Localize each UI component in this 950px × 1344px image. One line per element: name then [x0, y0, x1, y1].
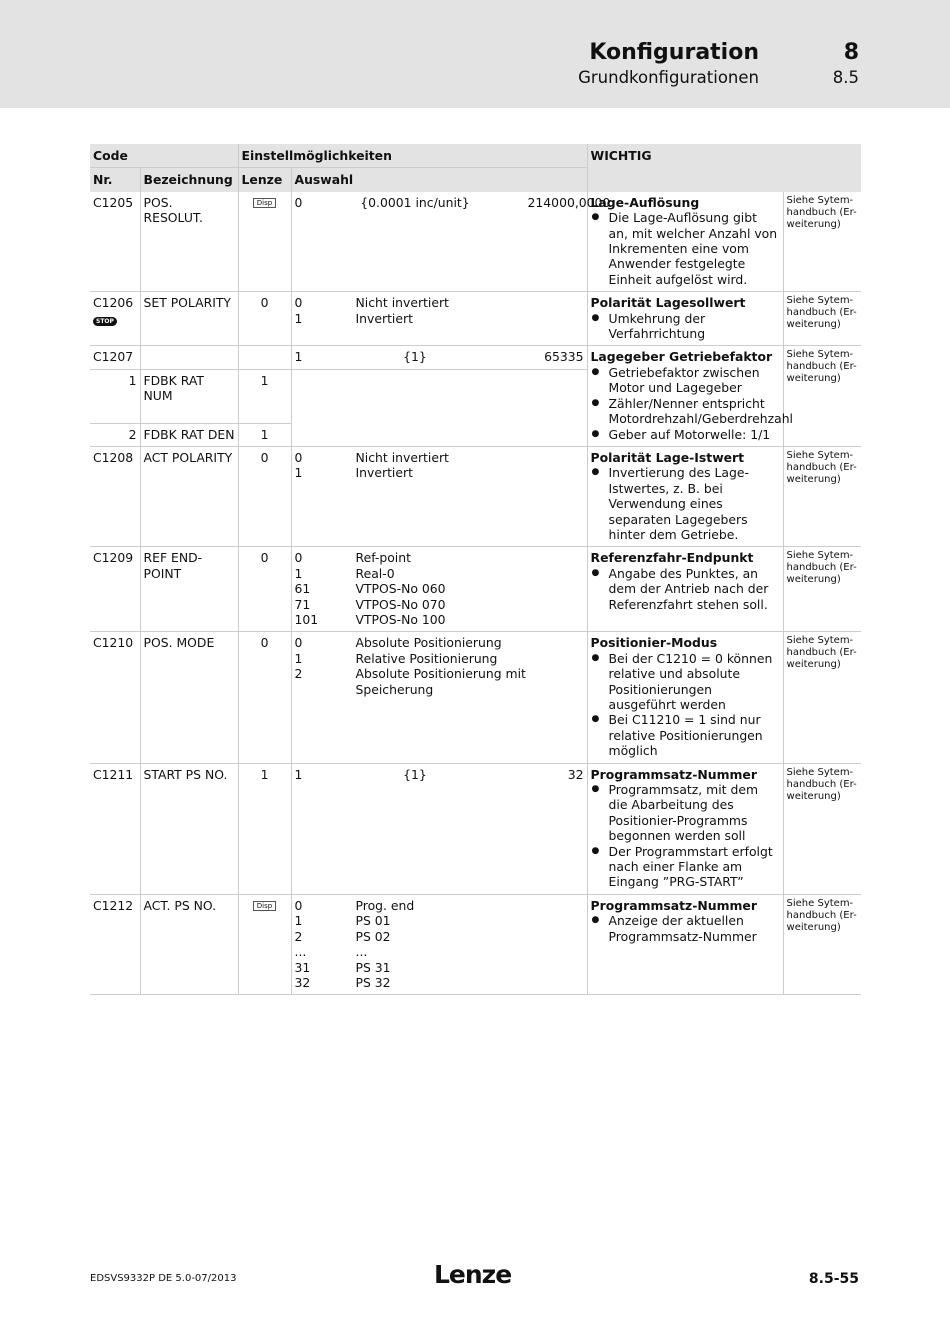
table-row [90, 346, 861, 369]
range-max: 32 [567, 766, 584, 782]
range-step: {1} [403, 349, 427, 365]
important-title: Programmsatz-Nummer [590, 897, 757, 913]
option-row [295, 929, 584, 944]
option-text: Ref-point [355, 550, 411, 566]
important-title: Polarität Lage-Istwert [590, 449, 745, 465]
option-row [295, 581, 584, 596]
th-name: Bezeichnung [140, 168, 238, 192]
option-row [295, 465, 584, 480]
option-row [295, 295, 584, 310]
option-text: PS 02 [355, 928, 391, 944]
th-lenze: Lenze [238, 168, 291, 192]
header-band [0, 0, 950, 108]
name-cell: START PS NO. [140, 763, 238, 894]
th-important: WICHTIG [587, 144, 861, 192]
option-value: 1 [294, 465, 303, 481]
code-cell: C1211 [90, 763, 140, 894]
option-row [295, 898, 584, 913]
lenze-cell: 1 [238, 423, 291, 446]
section-number: 8.5 [832, 68, 859, 87]
important-title: Lage-Auflösung [590, 194, 700, 210]
disp-icon: Disp [253, 198, 276, 208]
lenze-logo: Lenze [434, 1260, 512, 1289]
option-value: 1 [294, 913, 303, 929]
option-text: Invertiert [355, 465, 413, 481]
range-min: 0 [294, 194, 303, 210]
table-row [90, 547, 861, 632]
option-text: Real-0 [355, 565, 395, 581]
option-text: PS 32 [355, 974, 391, 990]
important-title: Referenzfahr-Endpunkt [590, 550, 754, 566]
option-value: 1 [294, 650, 303, 666]
important-bullet: ● Der Programmstart erfolgt nach einer Flanke am Eingang ”PRG-START” [591, 844, 780, 890]
lenze-cell: 0 [238, 547, 291, 632]
value-range [294, 194, 611, 210]
value-range [295, 349, 584, 364]
value-range [295, 767, 584, 782]
option-text: Relative Positionierung [355, 650, 498, 666]
th-nr: Nr. [90, 168, 140, 192]
th-code: Code [90, 144, 238, 168]
option-text: Prog. end [355, 897, 415, 913]
name-cell: FDBK RAT NUM [140, 369, 238, 423]
option-value: 0 [294, 449, 303, 465]
important-title: Positionier-Modus [590, 635, 718, 651]
name-cell: POS. MODE [140, 632, 238, 763]
option-value: 0 [294, 295, 303, 311]
option-text: PS 01 [355, 913, 391, 929]
name-cell: FDBK RAT DEN [140, 423, 238, 446]
sub-nr-cell: 2 [90, 423, 140, 446]
document-id: EDSVS9332P DE 5.0-07/2013 [90, 1273, 237, 1284]
option-row [295, 944, 584, 959]
important-bullet: ● Die Lage-Auflösung gibt an, mit welcher Anzahl von Inkrementen eine vom Anwender festgelegte Einheit aufgelöst wird. [591, 210, 780, 287]
option-value: 2 [294, 666, 303, 682]
important-bullet: ● Programmsatz, mit dem die Abarbeitung des Positionier-Programms begonnen werden soll [591, 782, 780, 844]
option-row [295, 450, 584, 465]
code-cell: C1205 [93, 194, 134, 210]
important-title: Lagegeber Getriebefaktor [590, 349, 773, 365]
name-cell: ACT POLARITY [140, 446, 238, 546]
option-text: Nicht invertiert [355, 449, 449, 465]
table-row [90, 632, 861, 763]
code-table [90, 144, 861, 995]
option-text: Absolute Positionierung [355, 635, 502, 651]
lenze-cell: 1 [238, 763, 291, 894]
name-cell: REF END-POINT [140, 547, 238, 632]
option-row [295, 666, 584, 697]
table-row [90, 292, 861, 346]
option-row [295, 913, 584, 928]
option-row [295, 635, 584, 650]
option-value: 31 [294, 959, 311, 975]
reference-note: Siehe Sytem-handbuch (Er-weiterung) [783, 292, 861, 346]
reference-note: Siehe Sytem-handbuch (Er-weiterung) [783, 763, 861, 894]
option-value: 0 [294, 550, 303, 566]
disp-icon: Disp [253, 901, 276, 911]
option-row [295, 550, 584, 565]
table-row [90, 446, 861, 546]
option-row [295, 960, 584, 975]
option-value: 0 [294, 635, 303, 651]
important-title: Polarität Lagesollwert [590, 295, 746, 311]
option-row [295, 651, 584, 666]
stop-icon: STOP [93, 317, 117, 326]
th-selection: Auswahl [291, 168, 587, 192]
important-bullet: ● Getriebefaktor zwischen Motor und Lagegeber [591, 365, 780, 396]
option-value: 1 [294, 565, 303, 581]
page-title: Konfiguration [589, 40, 759, 65]
option-row [295, 566, 584, 581]
option-value: 71 [294, 596, 311, 612]
lenze-cell: 1 [238, 369, 291, 423]
option-text: Absolute Positionierung mit Speicherung [355, 666, 526, 697]
range-min: 1 [294, 766, 303, 782]
reference-note: Siehe Sytem-handbuch (Er-weiterung) [783, 632, 861, 763]
lenze-cell: 0 [238, 446, 291, 546]
code-cell: C1207 [90, 346, 140, 369]
reference-note: Siehe Sytem-handbuch (Er-weiterung) [783, 894, 861, 994]
page-subtitle: Grundkonfigurationen [578, 68, 759, 87]
reference-note: Siehe Sytem-handbuch (Er-weiterung) [783, 192, 861, 292]
option-text: ... [355, 944, 368, 960]
code-cell: C1209 [90, 547, 140, 632]
option-text: Nicht invertiert [355, 295, 449, 311]
option-value: 101 [294, 611, 319, 627]
page-number: 8.5-55 [808, 1271, 859, 1287]
reference-note: Siehe Sytem-handbuch (Er-weiterung) [783, 446, 861, 546]
reference-note: Siehe Sytem-handbuch (Er-weiterung) [783, 547, 861, 632]
option-value: 2 [294, 928, 303, 944]
option-row [295, 597, 584, 612]
option-value: 32 [294, 974, 311, 990]
lenze-cell: 0 [238, 632, 291, 763]
important-title: Programmsatz-Nummer [590, 766, 757, 782]
option-text: VTPOS-No 060 [355, 581, 446, 597]
range-step: {1} [403, 766, 427, 782]
table-row [90, 192, 861, 292]
important-bullet: ● Anzeige der aktuellen Programmsatz-Nummer [591, 913, 780, 944]
lenze-cell: 0 [238, 292, 291, 346]
option-value: 1 [294, 310, 303, 326]
important-bullet: ● Angabe des Punktes, an dem der Antrieb nach der Referenzfahrt stehen soll. [591, 566, 780, 612]
option-text: VTPOS-No 100 [355, 611, 446, 627]
code-cell: C1208 [90, 446, 140, 546]
name-cell: SET POLARITY [140, 292, 238, 346]
option-row [295, 311, 584, 326]
range-min: 1 [294, 349, 303, 365]
option-row [295, 612, 584, 627]
table-row [90, 763, 861, 894]
important-bullet: ● Bei C11210 = 1 sind nur relative Positionierungen möglich [591, 712, 780, 758]
important-bullet: ● Invertierung des Lage-Istwertes, z. B. bei Verwendung eines separaten Lagegebers hinter dem Getriebe. [591, 465, 780, 542]
important-bullet: ● Geber auf Motorwelle: 1/1 [591, 427, 780, 442]
option-text: Invertiert [355, 310, 413, 326]
name-cell: POS. RESOLUT. [140, 192, 238, 292]
name-cell: ACT. PS NO. [140, 894, 238, 994]
option-value: ... [294, 944, 307, 960]
reference-note: Siehe Sytem-handbuch (Er-weiterung) [783, 346, 861, 446]
sub-nr-cell: 1 [90, 369, 140, 423]
range-step: {0.0001 inc/unit} [360, 194, 470, 210]
code-cell: C1206 [93, 295, 134, 311]
important-bullet: ● Zähler/Nenner entspricht Motordrehzahl/Geberdrehzahl [591, 396, 780, 427]
code-cell: C1210 [90, 632, 140, 763]
important-bullet: ● Bei der C1210 = 0 können relative und absolute Positionierungen ausgeführt werden [591, 651, 780, 713]
code-cell: C1212 [90, 894, 140, 994]
important-bullet: ● Umkehrung der Verfahrrichtung [591, 311, 780, 342]
table-row [90, 894, 861, 994]
chapter-number: 8 [843, 40, 859, 65]
range-max: 214000,0000 [527, 194, 611, 210]
option-text: VTPOS-No 070 [355, 596, 446, 612]
option-value: 0 [294, 897, 303, 913]
option-text: PS 31 [355, 959, 391, 975]
option-value: 61 [294, 581, 311, 597]
range-max: 65335 [544, 349, 584, 365]
th-settings: Einstellmöglichkeiten [238, 144, 587, 168]
option-row [295, 975, 584, 990]
